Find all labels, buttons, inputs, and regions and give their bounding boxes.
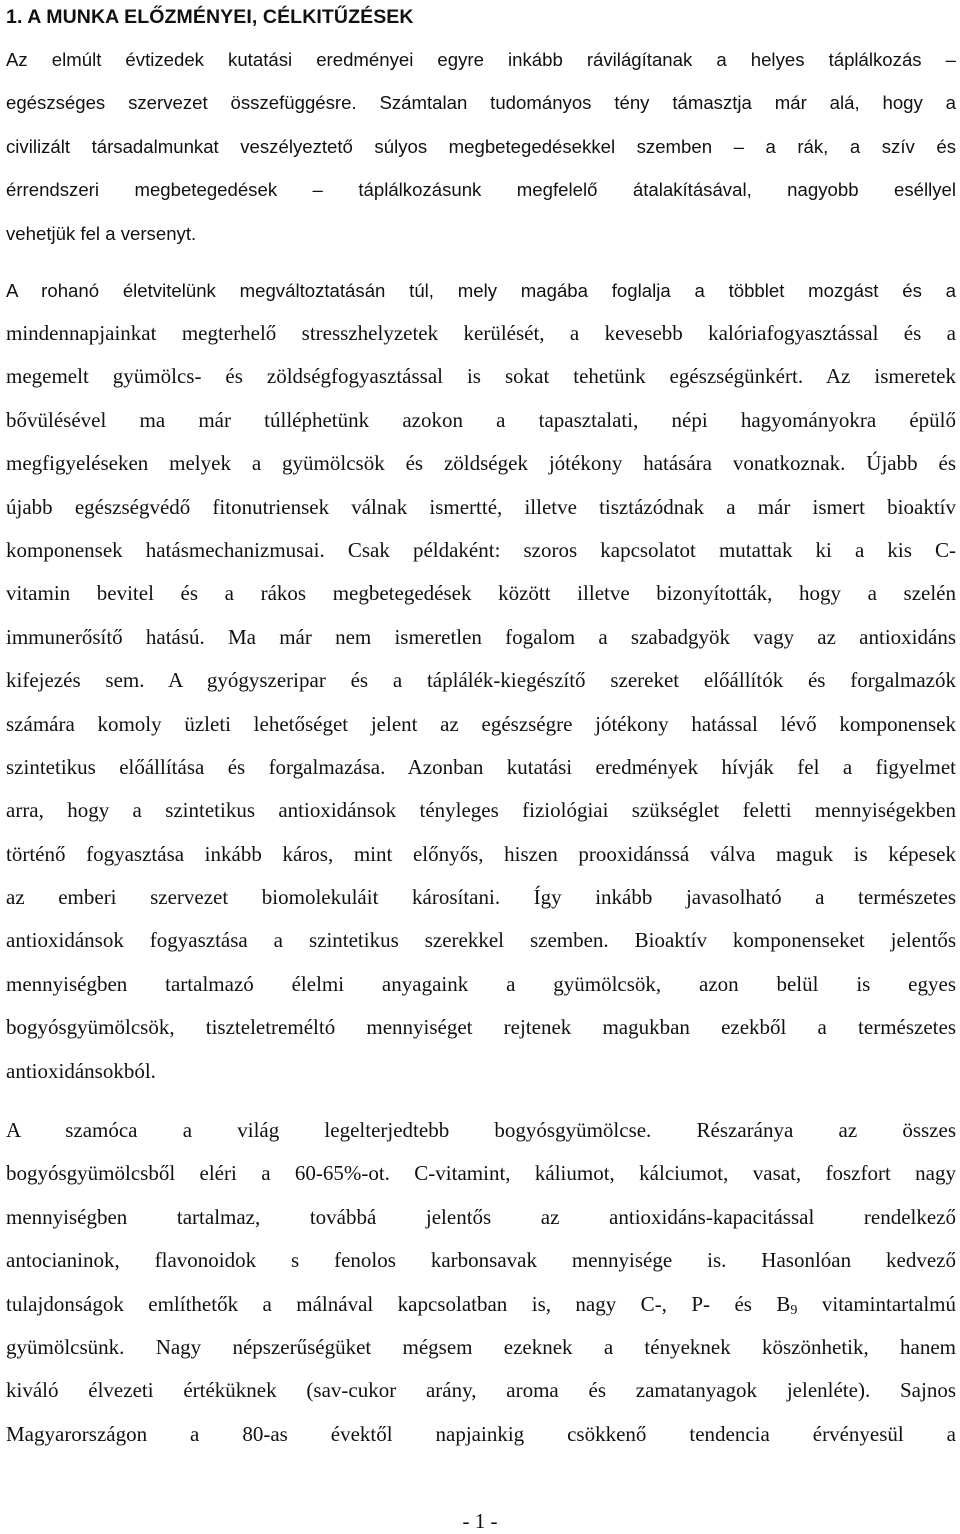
paragraph-line: bővülésével ma már túlléphetünk azokon a tapasztalati, népi hagyományokra épülő <box>6 407 956 432</box>
paragraph-line: antioxidánsokból. <box>6 1058 156 1083</box>
paragraph-line: bogyósgyümölcsök, tiszteletreméltó mennyiséget rejtenek magukban ezekből a természetes <box>6 1015 956 1040</box>
paragraph-line: az emberi szervezet biomolekuláit károsítani. Így inkább javasolható a természetes <box>6 885 956 910</box>
paragraph-line: A rohanó életvitelünk megváltoztatásán túl, mely magába foglalja a többlet mozgást és a <box>6 280 956 301</box>
paragraph-line: Magyarországon a 80-as évektől napjainkig csökkenő tendencia érvényesül a <box>6 1421 956 1446</box>
paragraph-line: vehetjük fel a versenyt. <box>6 222 197 244</box>
paragraph-line: A szamóca a világ legelterjedtebb bogyósgyümölcse. Részaránya az összes <box>6 1118 956 1142</box>
paragraph-line: érrendszeri megbetegedések – táplálkozásunk megfelelő átalakításával, nagyobb eséllyel <box>6 179 956 201</box>
paragraph-line: civilizált társadalmunkat veszélyeztető súlyos megbetegedésekkel szemben – a rák, a szív és <box>6 135 956 157</box>
paragraph-line: mennyiségben tartalmaz, továbbá jelentős az antioxidáns-kapacitással rendelkező <box>6 1204 956 1229</box>
paragraph-line: történő fogyasztása inkább káros, mint előnyős, hiszen prooxidánssá válva maguk is képesek <box>6 841 956 866</box>
paragraph-line: szintetikus előállítása és forgalmazása. Azonban kutatási eredmények hívják fel a figyelmet <box>6 754 956 779</box>
subscript-nine: 9 <box>790 1302 798 1318</box>
paragraph-line: arra, hogy a szintetikus antioxidánsok tényleges fiziológiai szükséglet feletti mennyiségekben <box>6 798 956 823</box>
paragraph-line: gyümölcsünk. Nagy népszerűségüket mégsem ezeknek a tényeknek köszönhetik, hanem <box>6 1334 956 1359</box>
paragraph-line: antocianinok, flavonoidok s fenolos karbonsavak mennyisége is. Hasonlóan kedvező <box>6 1248 956 1273</box>
paragraph-line: antioxidánsok fogyasztása a szintetikus szerekkel szemben. Bioaktív komponenseket jelentős <box>6 928 956 953</box>
document-page <box>6 0 956 1533</box>
paragraph-antioxidants <box>6 312 956 1093</box>
line-text: vitamintartalmú <box>797 1291 956 1316</box>
paragraph-line: kiváló élvezeti értéküknek (sav-cukor arány, aroma és zamatanyagok jelenléte). Sajnos <box>6 1378 956 1403</box>
paragraph-line: megfigyeléseken melyek a gyümölcsök és zöldségek jótékony hatására vonatkoznak. Újabb és <box>6 451 956 476</box>
paragraph-line: immunerősítő hatású. Ma már nem ismeretlen fogalom a szabadgyök vagy az antioxidáns <box>6 624 956 649</box>
paragraph-line: Az elmúlt évtizedek kutatási eredményei egyre inkább rávilágítanak a helyes táplálkozás – <box>6 49 956 70</box>
paragraph-line: megemelt gyümölcs- és zöldségfogyasztással is sokat tehetünk egészségünkért. Az ismeretek <box>6 364 956 389</box>
paragraph-line: kifejezés sem. A gyógyszeripar és a táplálék-kiegészítő szereket előállítók és forgalmazók <box>6 668 956 693</box>
section-heading: 1. A MUNKA ELŐZMÉNYEI, CÉLKITŰZÉSEK <box>6 6 414 28</box>
paragraph-line: mindennapjainkat megterhelő stresszhelyzetek kerülését, a kevesebb kalóriafogyasztással és a <box>6 321 956 345</box>
paragraph-line: vitamin bevitel és a rákos megbetegedések között illetve bizonyították, hogy a szelén <box>6 581 956 606</box>
paragraph-line: mennyiségben tartalmazó élelmi anyagaink a gyümölcsök, azon belül is egyes <box>6 971 956 996</box>
page-number: - 1 - <box>462 1509 498 1533</box>
paragraph-line <box>6 1283 956 1326</box>
paragraph-strawberry <box>6 1109 956 1456</box>
paragraph-lifestyle <box>6 269 956 312</box>
paragraph-line: egészséges szervezet összefüggésre. Számtalan tudományos tény támasztja már alá, hogy a <box>6 92 956 114</box>
paragraph-intro <box>6 38 956 255</box>
paragraph-line: komponensek hatásmechanizmusai. Csak példaként: szoros kapcsolatot mutattak ki a kis C- <box>6 537 956 562</box>
paragraph-line: számára komoly üzleti lehetőséget jelent az egészségre jótékony hatással lévő komponensek <box>6 711 956 736</box>
paragraph-line: bogyósgyümölcsből eléri a 60-65%-ot. C-vitamint, káliumot, kálciumot, vasat, foszfort nagy <box>6 1161 956 1186</box>
paragraph-line: újabb egészségvédő fitonutriensek válnak ismertté, illetve tisztázódnak a már ismert bioaktív <box>6 494 956 519</box>
line-text: tulajdonságok említhetők a málnával kapcsolatban is, nagy C-, P- és B <box>6 1291 791 1316</box>
